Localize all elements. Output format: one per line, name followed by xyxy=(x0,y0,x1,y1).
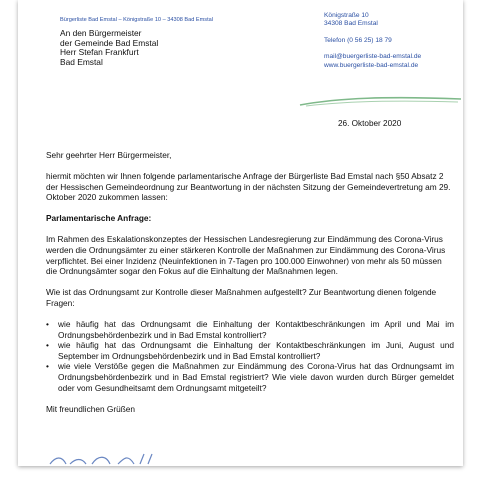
contact-phone: Telefon (0 56 25) 18 79 xyxy=(324,36,392,44)
recipient-line: An den Bürgermeister xyxy=(60,28,142,38)
question-list xyxy=(46,319,454,393)
contact-email: mail@buergerliste-bad-emstal.de xyxy=(324,53,422,61)
section-heading: Parlamentarische Anfrage: xyxy=(46,213,152,224)
question-text: wie häufig hat das Ordnungsamt die Einhaltung der Kontaktbeschränkungen im April und Mai im Ordnungsbehördenbezirk und in Bad Emstal kontrolliert? xyxy=(58,319,454,340)
logo-swoosh xyxy=(298,94,463,108)
question-text: wie viele Verstöße gegen die Maßnahmen zur Eindämmung des Corona-Virus hat das Ordnungsamt im Ordnungsbehördenbezirk und in Bad Emstal registriert? Wie viele davon wurden durch Bürger gemeldet oder vom Gesundheitsamt dem Ordnungsamt mitgeteilt? xyxy=(58,361,454,393)
salutation: Sehr geehrter Herr Bürgermeister, xyxy=(46,150,172,160)
intro-paragraph: hiermit möchten wir Ihnen folgende parlamentarische Anfrage der Bürgerliste Bad Emstal nach §50 Absatz 2 der Hessischen Gemeindeordnung zur Beantwortung in der nächsten Sitzung der Gemeindevertretung am 29. Oktober 2020 zukommen lassen: xyxy=(46,171,451,203)
recipient-line: Bad Emstal xyxy=(60,56,103,67)
bullet-icon: • xyxy=(46,319,49,330)
question-text: wie häufig hat das Ordnungsamt die Einhaltung der Kontaktbeschränkungen im Juni, August und September im Ordnungsbehördenbezirk und in Bad Emstal kontrolliert? xyxy=(58,340,454,361)
recipient-line: Herr Stefan Frankfurt xyxy=(60,47,139,58)
letter-date: 26. Oktober 2020 xyxy=(338,119,402,128)
list-item xyxy=(46,340,454,361)
recipient-line: der Gemeinde Bad Emstal xyxy=(60,37,159,48)
contact-web: www.buergerliste-bad-emstal.de xyxy=(324,61,419,69)
contact-street: Königstraße 10 xyxy=(324,12,369,19)
letter-body xyxy=(46,150,454,425)
contact-city: 34308 Bad Emstal xyxy=(324,20,378,28)
question-intro: Wie ist das Ordnungsamt zur Kontrolle dieser Maßnahmen aufgestellt? Zur Beantwortung dienen folgende Fragen: xyxy=(46,287,437,308)
recipient-address xyxy=(60,29,158,67)
list-item xyxy=(46,319,454,340)
closing: Mit freundlichen Grüßen xyxy=(46,403,136,414)
contact-block xyxy=(324,12,421,70)
list-item xyxy=(46,361,454,393)
letter-page xyxy=(18,0,463,466)
bullet-icon: • xyxy=(46,361,49,372)
context-paragraph: Im Rahmen des Eskalationskonzeptes der Hessischen Landesregierung zur Eindämmung des Corona-Virus werden die Ordnungsämter zu einer stärkeren Kontrolle der Maßnahmen zur Eindämmung des Corona-Virus verpflichtet. Bei einer Inzidenz (Neuinfektionen in 7-Tagen pro 100.000 Einwohner) von mehr als 50 müssen die Ordnungsämter sogar den Fokus auf die Einhaltung der Maßnahmen legen. xyxy=(46,234,446,277)
sender-line: Bürgerliste Bad Emstal – Königstraße 10 – 34308 Bad Emstal xyxy=(60,17,213,23)
bullet-icon: • xyxy=(46,340,49,351)
signature-scribble xyxy=(48,452,178,466)
